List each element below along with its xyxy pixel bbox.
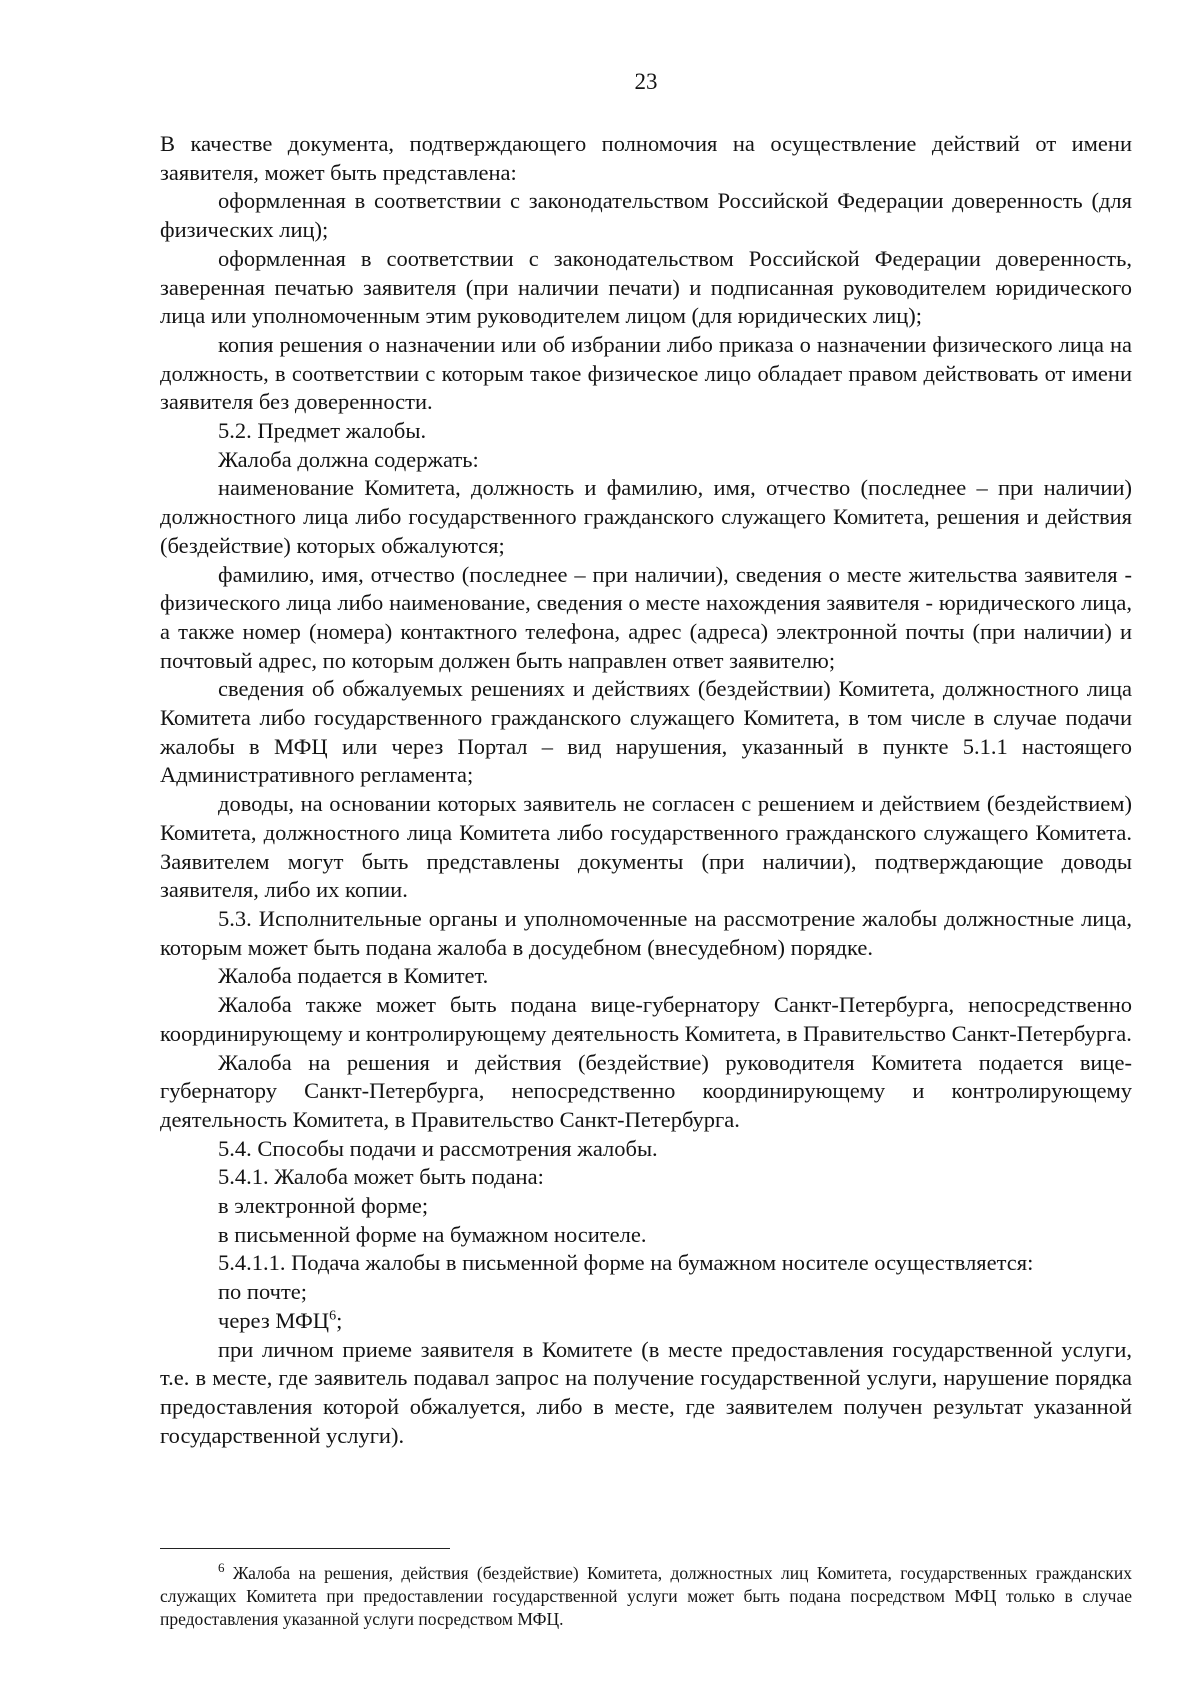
- paragraph: копия решения о назначении или об избрании либо приказа о назначении физического лица на должность, в соответствии с которым такое физическое лицо обладает правом действовать от имени заявителя без доверенности.: [160, 331, 1132, 415]
- paragraph: доводы, на основании которых заявитель не согласен с решением и действием (бездействием) Комитета, должностного лица Комитета либо государственного гражданского служащего Комитета. Заявителем могут быть представлены документы (при наличии), подтверждающие доводы заявителя, либо их копии.: [160, 791, 1132, 903]
- footnote-marker: 6: [218, 1560, 225, 1576]
- paragraph: оформленная в соответствии с законодательством Российской Федерации доверенность, заверенная печатью заявителя (при наличии печати) и подписанная руководителем юридического лица или уполномоченным этим руководителем лицом (для юридических лиц);: [160, 245, 1132, 329]
- paragraph: при личном приеме заявителя в Комитете (в месте предоставления государственной услуги, т.е. в месте, где заявитель подавал запрос на получение государственной услуги, нарушение порядка предоставления которой обжалуется, либо в месте, где заявителем получен результат указанной государственной услуги).: [160, 1336, 1132, 1448]
- paragraph: наименование Комитета, должность и фамилию, имя, отчество (последнее – при наличии) должностного лица либо государственного гражданского служащего Комитета, решения и действия (бездействие) которых обжалуются;: [160, 475, 1132, 558]
- footnote-text: Жалоба на решения, действия (бездействие) Комитета, должностных лиц Комитета, государственных гражданских служащих Комитета при предоставлении государственной услуги может быть подана посредством МФЦ только в случае предоставления указанной услуги посредством МФЦ.: [160, 1563, 1132, 1629]
- section-heading: 5.2. Предмет жалобы.: [218, 418, 427, 444]
- paragraph: в письменной форме на бумажном носителе.: [218, 1221, 647, 1247]
- paragraph: фамилию, имя, отчество (последнее – при наличии), сведения о месте жительства заявителя - физического лица либо наименование, сведения о месте нахождения заявителя - юридического лица, а также номер (номера) контактного телефона, адрес (адреса) электронной почты (при наличии) и почтовый адрес, по которым должен быть направлен ответ заявителю;: [160, 561, 1132, 673]
- paragraph: Жалоба на решения и действия (бездействие) руководителя Комитета подается вице-губернатору Санкт-Петербурга, непосредственно координирующему и контролирующему деятельность Комитета, в Правительство Санкт-Петербурга.: [160, 1049, 1132, 1132]
- footnote: [160, 1562, 1132, 1631]
- paragraph: сведения об обжалуемых решениях и действиях (бездействии) Комитета, должностного лица Комитета либо государственного гражданского служащего Комитета, в том числе в случае подачи жалобы в МФЦ или через Портал – вид нарушения, указанный в пункте 5.1.1 настоящего Административного регламента;: [160, 676, 1132, 788]
- footnote-separator: [160, 1548, 450, 1549]
- paragraph: 5.4.1. Жалоба может быть подана:: [218, 1164, 544, 1190]
- document-body: [160, 130, 1132, 1450]
- paragraph: Жалоба также может быть подана вице-губернатору Санкт-Петербурга, непосредственно координирующему и контролирующему деятельность Комитета, в Правительство Санкт-Петербурга.: [160, 992, 1132, 1046]
- paragraph: Жалоба подается в Комитет.: [218, 963, 489, 989]
- paragraph: Жалоба должна содержать:: [218, 446, 479, 472]
- section-heading: 5.4. Способы подачи и рассмотрения жалобы.: [218, 1135, 658, 1161]
- paragraph-suffix: ;: [336, 1307, 343, 1333]
- paragraph: оформленная в соответствии с законодательством Российской Федерации доверенность (для физических лиц);: [160, 188, 1132, 243]
- page-number: 23: [634, 69, 658, 94]
- paragraph: по почте;: [218, 1279, 308, 1305]
- footnote-reference[interactable]: 6: [329, 1308, 337, 1324]
- paragraph-with-footnote: [160, 1307, 1132, 1336]
- paragraph: в электронной форме;: [218, 1193, 429, 1219]
- paragraph-text: через МФЦ: [218, 1307, 330, 1333]
- section-heading: 5.3. Исполнительные органы и уполномоченные на рассмотрение жалобы должностные лица, которым может быть подана жалоба в досудебном (внесудебном) порядке.: [160, 905, 1132, 960]
- paragraph: В качестве документа, подтверждающего полномочия на осуществление действий от имени заявителя, может быть представлена:: [160, 131, 1132, 185]
- paragraph: 5.4.1.1. Подача жалобы в письменной форме на бумажном носителе осуществляется:: [218, 1250, 1034, 1276]
